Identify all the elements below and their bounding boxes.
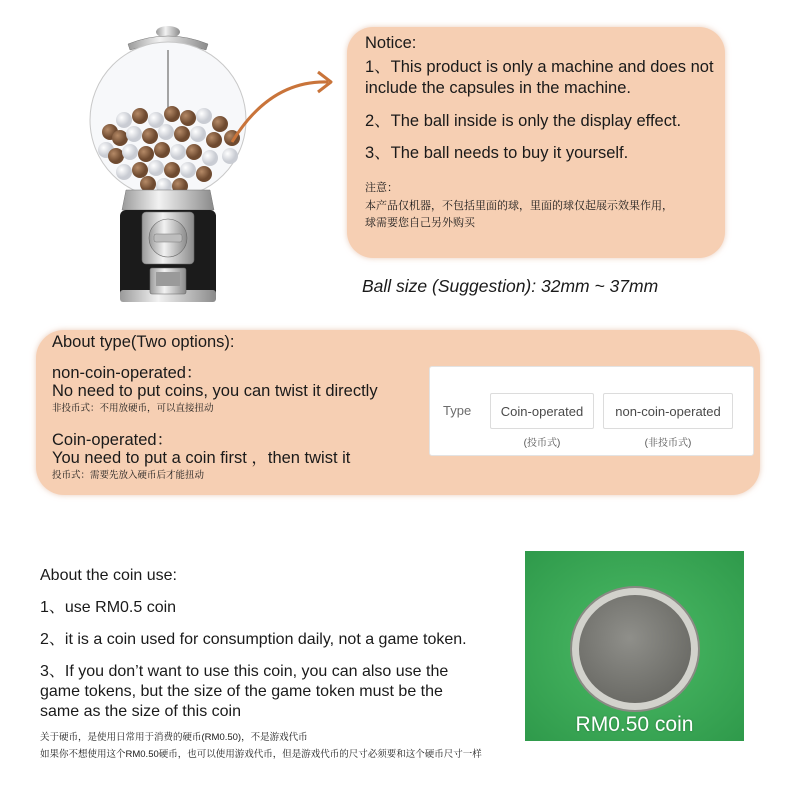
type-box bbox=[36, 330, 760, 495]
notice-cn-line-1: 本产品仅机器，不包括里面的球，里面的球仅起展示效果作用， bbox=[365, 200, 673, 212]
type-label: Type bbox=[443, 403, 472, 418]
ball-size-text: Ball size (Suggestion): 32mm ~ 37mm bbox=[362, 276, 659, 296]
coin-operated-sub-label: (投币式) bbox=[523, 438, 561, 449]
coin-line-1: 1、use RM0.5 coin bbox=[40, 599, 177, 616]
coin-cn-line-1: 关于硬币，是使用日常用于消费的硬币(RM0.50)，不是游戏代币 bbox=[40, 732, 308, 743]
coin-cn-line-2: 如果你不想使用这个RM0.50硬币，也可以使用游戏代币，但是游戏代币的尺寸必须要和这个硬币尺寸一样 bbox=[40, 749, 482, 760]
coin-operated-button[interactable]: Coin-operated bbox=[490, 393, 594, 429]
option-desc: You need to put a coin first ，then twist it bbox=[52, 449, 351, 467]
coin-photo bbox=[525, 551, 744, 741]
coin-line-2: 2、it is a coin used for consumption daily, not a game token. bbox=[40, 631, 467, 648]
notice-box bbox=[347, 27, 725, 258]
type-heading: About type(Two options): bbox=[52, 333, 235, 351]
arrow-icon bbox=[210, 60, 350, 160]
option-cn: 非投币式：不用放硬币，可以直接扭动 bbox=[52, 403, 214, 414]
non-coin-operated-button[interactable]: non-coin-operated bbox=[603, 393, 733, 429]
option-name: non-coin-operated： bbox=[52, 364, 203, 382]
notice-line-2: 2、The ball inside is only the display effect. bbox=[365, 112, 682, 130]
type-selector-panel bbox=[429, 366, 754, 456]
coin-info-section bbox=[40, 566, 530, 763]
option-cn: 投币式：需要先放入硬币后才能扭动 bbox=[52, 470, 205, 481]
option-desc: No need to put coins, you can twist it directly bbox=[52, 382, 378, 400]
notice-cn-line-2: 球需要您自己另外购买 bbox=[365, 217, 475, 229]
notice-cn-title: 注意： bbox=[365, 182, 398, 194]
notice-line-3: 3、The ball needs to buy it yourself. bbox=[365, 144, 629, 162]
coin-line-3: 3、If you don’t want to use this coin, you can also use the game tokens, but the size of the game token must be the same as the size of this coin bbox=[40, 663, 449, 720]
non-coin-operated-sub-label: (非投币式) bbox=[644, 438, 692, 449]
coin-photo-caption: RM0.50 coin bbox=[575, 713, 694, 736]
option-name: Coin-operated： bbox=[52, 431, 174, 449]
notice-title: Notice: bbox=[365, 34, 417, 52]
notice-line-1: 1、This product is only a machine and does not include the capsules in the machine. bbox=[365, 58, 714, 97]
coin-heading: About the coin use: bbox=[40, 567, 177, 584]
